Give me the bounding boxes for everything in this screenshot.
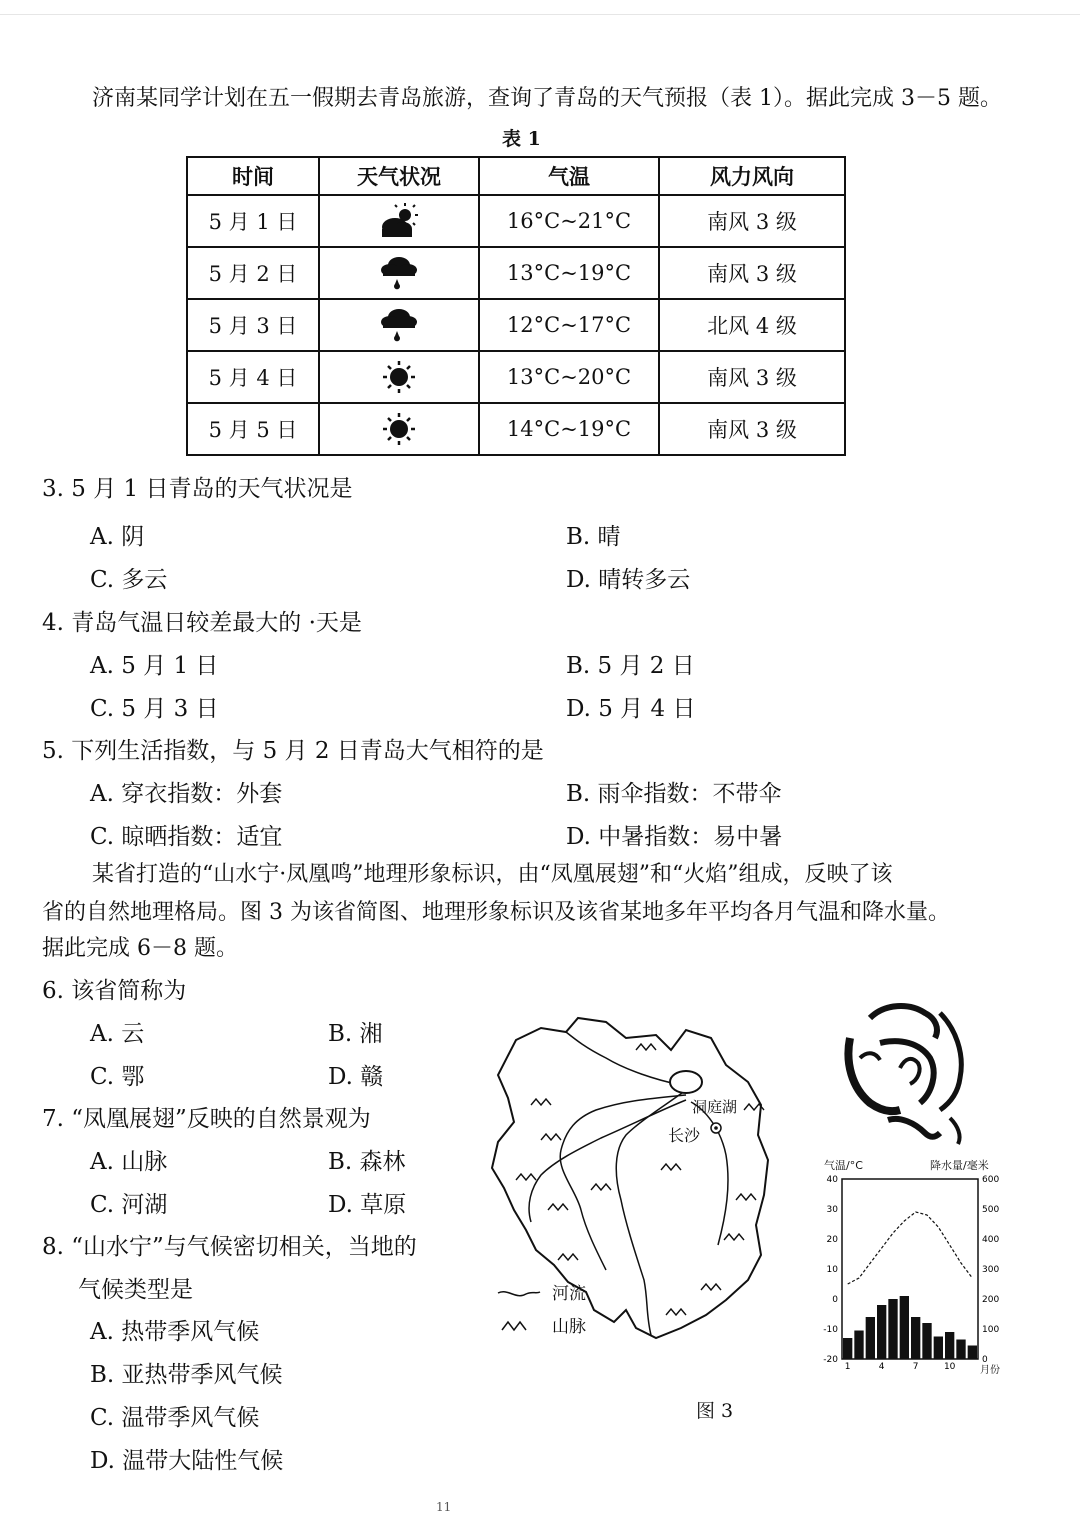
right-tick-label: 100 — [982, 1325, 1000, 1335]
right-tick-label: 300 — [982, 1265, 1000, 1275]
right-axis-label: 降水量/毫米 — [930, 1159, 989, 1172]
question-5-stem: 5. 下列生活指数，与 5 月 2 日青岛大气相符的是 — [42, 738, 544, 764]
left-tick-label: -20 — [823, 1355, 838, 1365]
q6-option-c: C. 鄂 — [90, 1064, 145, 1090]
precipitation-bar — [934, 1337, 943, 1360]
header-weather: 天气状况 — [319, 157, 479, 195]
rain-icon — [377, 253, 421, 293]
question-6-stem: 6. 该省简称为 — [42, 978, 187, 1004]
q8-option-a: A. 热带季风气候 — [90, 1319, 260, 1345]
top-rule — [0, 14, 1080, 15]
row-wind: 南风 3 级 — [659, 351, 845, 403]
row-temp: 13°C~19°C — [479, 247, 659, 299]
q6-option-d: D. 赣 — [328, 1064, 384, 1090]
table-caption: 表 1 — [502, 128, 541, 150]
table-row — [187, 299, 845, 351]
city-label: 长沙 — [668, 1128, 701, 1145]
row-date: 5 月 1 日 — [187, 195, 319, 247]
precipitation-bar — [843, 1338, 852, 1359]
precipitation-bar — [911, 1317, 920, 1359]
x-axis-ticks — [845, 1362, 956, 1372]
right-tick-label: 0 — [982, 1355, 988, 1365]
question-8-stem-cont: 气候类型是 — [78, 1277, 193, 1303]
right-tick-label: 400 — [982, 1235, 1000, 1245]
x-tick-label: 1 — [844, 1362, 851, 1372]
row-date: 5 月 4 日 — [187, 351, 319, 403]
right-tick-label: 600 — [982, 1175, 1000, 1185]
right-axis-ticks — [982, 1175, 999, 1365]
table-row — [187, 351, 845, 403]
q7-option-a: A. 山脉 — [90, 1149, 168, 1175]
row-wind: 南风 3 级 — [659, 403, 845, 455]
row-temp: 12°C~17°C — [479, 299, 659, 351]
left-tick-label: 0 — [832, 1295, 838, 1305]
header-temperature: 气温 — [479, 157, 659, 195]
precipitation-bar — [877, 1305, 886, 1359]
page-number: 11 — [436, 1500, 452, 1514]
header-time: 时间 — [187, 157, 319, 195]
table-row — [187, 403, 845, 455]
q3-option-a: A. 阴 — [90, 524, 145, 550]
x-tick-label: 10 — [943, 1362, 956, 1372]
precipitation-bar — [854, 1331, 863, 1360]
q4-option-b: B. 5 月 2 日 — [566, 653, 695, 679]
row-wind: 南风 3 级 — [659, 247, 845, 299]
sun-icon — [377, 357, 421, 397]
intro-paragraph-2-line2: 省的自然地理格局。图 3 为该省简图、地理形象标识及该省某地多年平均各月气温和降水量。 — [42, 900, 950, 925]
intro-paragraph-2-line1: 某省打造的“山水宁·凤凰鸣”地理形象标识，由“凤凰展翅”和“火焰”组成，反映了该 — [92, 862, 893, 887]
x-tick-label: 4 — [878, 1362, 885, 1372]
river-li — [566, 1032, 681, 1085]
legend-river-symbol — [498, 1292, 540, 1296]
legend-mountain-symbol — [502, 1322, 526, 1330]
precipitation-bar — [900, 1296, 909, 1359]
sun-icon — [377, 409, 421, 449]
q7-option-c: C. 河湖 — [90, 1192, 168, 1218]
q7-option-d: D. 草原 — [328, 1192, 407, 1218]
temperature-line — [848, 1212, 973, 1284]
weather-forecast-table — [186, 156, 846, 456]
left-tick-label: 30 — [826, 1205, 838, 1215]
q8-option-b: B. 亚热带季风气候 — [90, 1362, 283, 1388]
q4-option-c: C. 5 月 3 日 — [90, 696, 219, 722]
precipitation-bar — [945, 1332, 954, 1359]
left-axis-label: 气温/°C — [824, 1159, 863, 1172]
question-7-stem: 7. “凤凰展翅”反映的自然景观为 — [42, 1106, 371, 1132]
weather-cell — [319, 195, 479, 247]
left-tick-label: 40 — [826, 1175, 838, 1185]
precipitation-bar — [956, 1340, 965, 1360]
left-tick-label: -10 — [823, 1325, 838, 1335]
weather-cell — [319, 351, 479, 403]
q3-option-c: C. 多云 — [90, 567, 168, 593]
lake-label: 洞庭湖 — [692, 1100, 738, 1116]
rain-icon — [377, 305, 421, 345]
right-tick-label: 200 — [982, 1295, 1000, 1305]
precipitation-bar — [968, 1346, 977, 1360]
question-8-stem: 8. “山水宁”与气候密切相关，当地的 — [42, 1234, 417, 1260]
row-wind: 南风 3 级 — [659, 195, 845, 247]
q7-option-b: B. 森林 — [328, 1149, 406, 1175]
precipitation-bar — [888, 1299, 897, 1359]
province-outline — [492, 1018, 768, 1338]
table-row — [187, 247, 845, 299]
row-temp: 13°C~20°C — [479, 351, 659, 403]
left-axis-ticks — [823, 1175, 838, 1365]
q5-option-d: D. 中暑指数：易中暑 — [566, 824, 783, 850]
q6-option-a: A. 云 — [90, 1021, 145, 1047]
intro-paragraph-1: 济南某同学计划在五一假期去青岛旅游，查询了青岛的天气预报（表 1）。据此完成 3－5 题。 — [92, 86, 1002, 111]
row-date: 5 月 5 日 — [187, 403, 319, 455]
q5-option-a: A. 穿衣指数：外套 — [90, 781, 283, 807]
x-axis-label: 月份 — [980, 1365, 1000, 1376]
q3-option-b: B. 晴 — [566, 524, 621, 550]
phoenix-logo — [840, 998, 975, 1148]
q6-option-b: B. 湘 — [328, 1021, 383, 1047]
left-tick-label: 20 — [826, 1235, 838, 1245]
legend-river-label: 河流 — [552, 1284, 586, 1303]
q5-option-c: C. 晾晒指数：适宜 — [90, 824, 283, 850]
mountain-symbols — [516, 1044, 764, 1315]
precipitation-bar — [866, 1317, 875, 1359]
q4-option-a: A. 5 月 1 日 — [90, 653, 219, 679]
q5-option-b: B. 雨伞指数：不带伞 — [566, 781, 782, 807]
row-date: 5 月 2 日 — [187, 247, 319, 299]
cloud-sun-icon — [377, 201, 421, 241]
figure-caption: 图 3 — [696, 1400, 734, 1422]
weather-cell — [319, 403, 479, 455]
header-wind: 风力风向 — [659, 157, 845, 195]
row-wind: 北风 4 级 — [659, 299, 845, 351]
climate-chart — [818, 1155, 1008, 1380]
q8-option-c: C. 温带季风气候 — [90, 1405, 260, 1431]
question-4-stem: 4. 青岛气温日较差最大的 ·天是 — [42, 610, 362, 636]
table-row — [187, 195, 845, 247]
row-temp: 16°C~21°C — [479, 195, 659, 247]
intro-paragraph-2-line3: 据此完成 6－8 题。 — [42, 936, 238, 961]
right-tick-label: 500 — [982, 1205, 1000, 1215]
river-east — [691, 1102, 728, 1245]
weather-cell — [319, 299, 479, 351]
table-header-row — [187, 157, 845, 195]
x-tick-label: 7 — [912, 1362, 919, 1372]
row-temp: 14°C~19°C — [479, 403, 659, 455]
q8-option-d: D. 温带大陆性气候 — [90, 1448, 284, 1474]
province-map — [486, 1010, 786, 1350]
legend-mountain-label: 山脉 — [552, 1317, 586, 1336]
question-3-stem: 3. 5 月 1 日青岛的天气状况是 — [42, 476, 353, 502]
q3-option-d: D. 晴转多云 — [566, 567, 691, 593]
precipitation-bars — [843, 1296, 977, 1359]
left-tick-label: 10 — [826, 1265, 838, 1275]
q4-option-d: D. 5 月 4 日 — [566, 696, 696, 722]
dongting-lake — [670, 1071, 702, 1093]
row-date: 5 月 3 日 — [187, 299, 319, 351]
weather-cell — [319, 247, 479, 299]
precipitation-bar — [922, 1323, 931, 1359]
river-zi — [560, 1095, 686, 1270]
